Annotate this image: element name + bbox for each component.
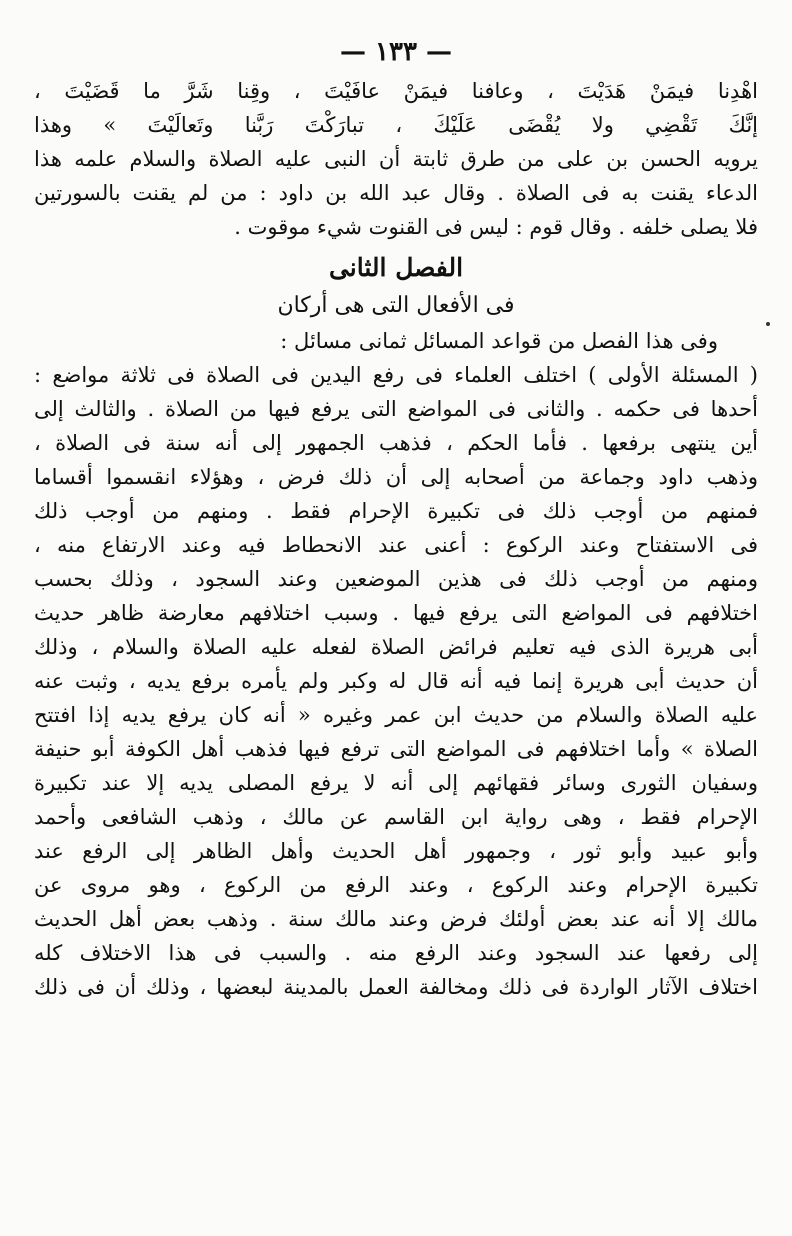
text-line: اهْدِنا فيمَنْ هَدَيْتَ ، وعافنا فيمَنْ عافَيْتَ ، وقِنا شَرَّ ما قَضَيْتَ ، <box>34 79 758 103</box>
ink-speck <box>766 322 770 326</box>
text-line: وذهب داود وجماعة من أصحابه إلى أن ذلك فرض ، وهؤلاء انقسموا أقساما <box>34 465 758 489</box>
text-line: فى الاستفتاح وعند الركوع : أعنى عند الانحطاط فيه وعند الارتفاع منه ، <box>34 533 758 557</box>
text-line: فلا يصلى خلفه . وقال قوم : ليس فى القنوت شيء موقوت . <box>234 215 758 239</box>
main-paragraph <box>34 358 758 1004</box>
text-line: وسفيان الثورى وسائر فقهائهم إلى أنه لا يرفع المصلى يديه إلا عند تكبيرة <box>34 771 758 795</box>
section-subtitle: فى الأفعال التى هى أركان <box>277 293 515 318</box>
text-line: أحدها فى حكمه . والثانى فى المواضع التى يرفع فيها من الصلاة . والثالث إلى <box>34 397 758 421</box>
section-title: الفصل الثانى <box>328 253 464 282</box>
text-line: إنَّكَ تَقْضِي ولا يُقْضَى عَلَيْكَ ، تبارَكْتَ رَبَّنا وتَعالَيْتَ » وهذا <box>34 113 758 137</box>
text-line: اختلافهم فى المواضع التى يرفع فيها . وسبب اختلافهم معارضة ظاهر حديث <box>34 601 758 625</box>
text-line: أين ينتهى برفعها . فأما الحكم ، فذهب الجمهور إلى أنه سنة فى الصلاة ، <box>34 431 758 455</box>
text-line: أن حديث أبى هريرة إنما فيه أنه قال له وكبر ولم يأمره برفع يديه ، وثبت عنه <box>34 669 758 693</box>
text-line: الدعاء يقنت به فى الصلاة . وقال عبد الله بن داود : من لم يقنت بالسورتين <box>34 181 758 205</box>
section-intro: وفى هذا الفصل من قواعد المسائل ثمانى مسائل : <box>280 329 718 353</box>
text-line: ( المسئلة الأولى ) اختلف العلماء فى رفع اليدين فى الصلاة فى ثلاثة مواضع : <box>34 363 758 387</box>
text-line: عليه الصلاة والسلام من حديث ابن عمر وغيره « أنه كان يرفع يديه إذا افتتح <box>34 703 758 727</box>
text-line: الصلاة » وأما اختلافهم فى المواضع التى ترفع فيها فذهب أهل الكوفة أبو حنيفة <box>34 737 758 761</box>
text-line: تكبيرة الإحرام وعند الركوع ، وعند الرفع من الركوع ، وهو مروى عن <box>34 873 758 897</box>
text-line: ومنهم من أوجب ذلك فى هذين الموضعين وعند السجود ، وذلك بحسب <box>34 567 758 591</box>
text-line: إلى رفعها عند السجود وعند الرفع منه . والسبب فى هذا الاختلاف كله <box>34 941 758 965</box>
text-line: أبى هريرة الذى فيه تعليم فرائض الصلاة لفعله عليه الصلاة والسلام ، وذلك <box>34 635 758 659</box>
text-line: فمنهم من أوجب ذلك فى تكبيرة الإحرام فقط . ومنهم من أوجب ذلك <box>34 499 758 523</box>
text-line: الإحرام فقط ، وهى رواية ابن القاسم عن مالك ، وذهب الشافعى وأحمد <box>34 805 758 829</box>
text-line: وأبو عبيد وأبو ثور ، وجمهور أهل الحديث وأهل الظاهر إلى الرفع عند <box>34 839 758 863</box>
opening-paragraph <box>34 74 758 244</box>
page-number: — ١٣٣ — <box>339 37 453 67</box>
text-line: يرويه الحسن بن على من طرق ثابتة أن النبى عليه الصلاة والسلام علمه هذا <box>34 147 758 171</box>
text-line: اختلاف الآثار الواردة فى ذلك ومخالفة العمل بالمدينة لبعضها ، وذلك أن فى ذلك <box>34 975 758 999</box>
text-line: مالك إلا أنه عند بعض أولئك فرض وعند مالك سنة . وذهب بعض أهل الحديث <box>34 907 758 931</box>
